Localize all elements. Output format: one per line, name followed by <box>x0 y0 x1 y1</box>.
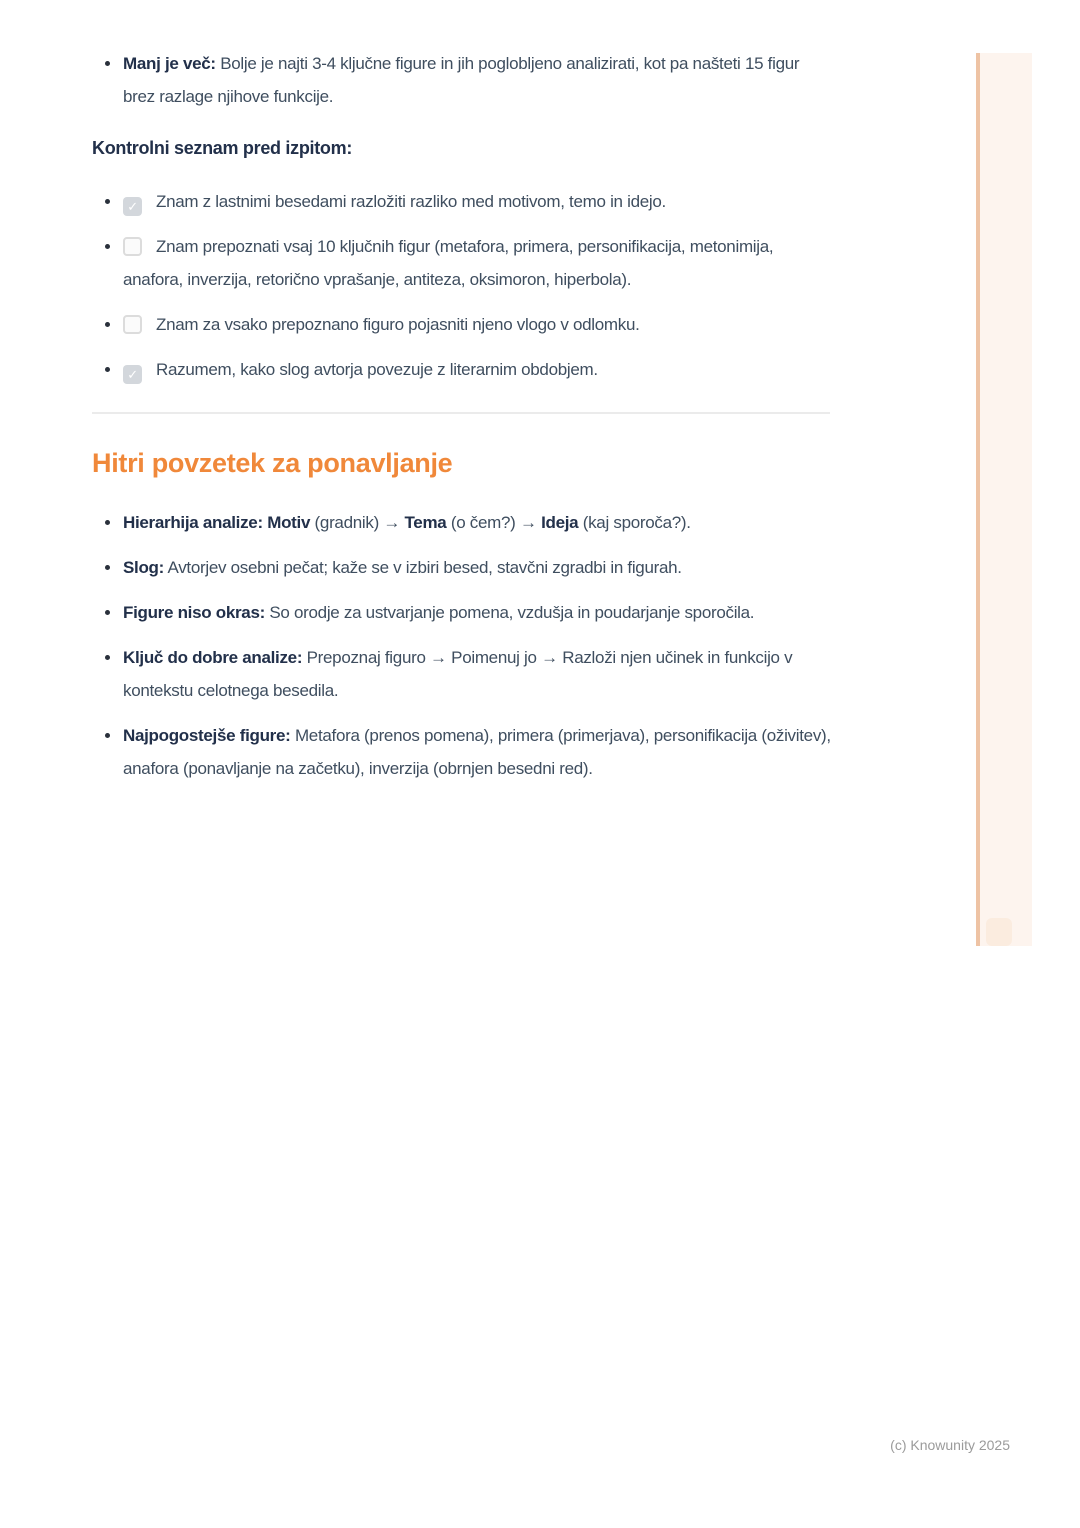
checkbox-checked-icon: ✓ <box>123 197 142 216</box>
section-divider <box>92 412 830 414</box>
text: So orodje za ustvarjanje pomena, vzdušja in poudarjanje sporočila. <box>264 603 755 622</box>
bold-text: Tema <box>404 513 447 532</box>
stripe-bottom-accent <box>986 918 1012 946</box>
bullet-icon <box>105 199 110 204</box>
checklist-item-text: Razumem, kako slog avtorja povezuje z literarnim obdobjem. <box>156 360 598 379</box>
bullet-icon <box>105 610 110 615</box>
bullet-icon <box>105 520 110 525</box>
text: Metafora (prenos pomena), primera (primerjava), personifikacija (oživitev), anafora (ponavljanje na začetku), inverzija (obrnjen besedni red). <box>123 726 831 778</box>
bullet-icon <box>105 322 110 327</box>
checklist-item <box>123 185 832 218</box>
bullet-icon <box>105 61 110 66</box>
document-content <box>92 0 832 797</box>
bold-text: Slog: <box>123 558 164 577</box>
checkbox-unchecked-icon <box>123 237 142 256</box>
bold-text: Najpogostejše figure: <box>123 726 291 745</box>
checkbox-checked-icon: ✓ <box>123 365 142 384</box>
text: (gradnik) → <box>310 513 405 532</box>
text: Bolje je najti 3-4 ključne figure in jih poglobljeno analizirati, kot pa našteti 15 figur brez razlage njihove funkcije. <box>123 54 800 106</box>
checkbox-unchecked-icon <box>123 315 142 334</box>
checklist-item-text: Znam prepoznati vsaj 10 ključnih figur (metafora, primera, personifikacija, metonimija, anafora, inverzija, retorično vprašanje, antiteza, oksimoron, hiperbola). <box>123 237 774 289</box>
bullet-icon <box>105 367 110 372</box>
list-item <box>123 641 832 707</box>
text: (kaj sporoča?). <box>578 513 691 532</box>
intro-list <box>92 47 832 113</box>
right-stripe <box>980 53 1032 946</box>
list-item <box>123 506 832 539</box>
summary-heading: Hitri povzetek za ponavljanje <box>92 448 453 478</box>
bold-text: Hierarhija analize: Motiv <box>123 513 311 532</box>
list-item <box>123 551 832 584</box>
text: Prepoznaj figuro → Poimenuj jo → Razloži njen učinek in funkcijo v kontekstu celotnega besedila. <box>123 648 793 700</box>
checklist-item <box>123 230 832 296</box>
text: Avtorjev osebni pečat; kaže se v izbiri besed, stavčni zgradbi in figurah. <box>164 558 682 577</box>
footer-copyright: (c) Knowunity 2025 <box>890 1437 1010 1453</box>
list-item <box>123 719 832 785</box>
bold-text: Figure niso okras: <box>123 603 265 622</box>
checklist-item <box>123 353 832 386</box>
list-item <box>123 47 832 113</box>
bullet-icon <box>105 244 110 249</box>
checklist-item-text: Znam za vsako prepoznano figuro pojasniti njeno vlogo v odlomku. <box>156 315 640 334</box>
checklist <box>92 185 832 386</box>
summary-list <box>92 506 832 785</box>
checklist-heading: Kontrolni seznam pred izpitom: <box>92 138 353 158</box>
bullet-icon <box>105 655 110 660</box>
checklist-item <box>123 308 832 341</box>
bold-text: Ideja <box>541 513 579 532</box>
list-item <box>123 596 832 629</box>
text: (o čem?) → <box>446 513 542 532</box>
bullet-icon <box>105 733 110 738</box>
bullet-icon <box>105 565 110 570</box>
bold-text: Ključ do dobre analize: <box>123 648 303 667</box>
bold-text: Manj je več: <box>123 54 216 73</box>
checklist-item-text: Znam z lastnimi besedami razložiti razliko med motivom, temo in idejo. <box>156 192 666 211</box>
